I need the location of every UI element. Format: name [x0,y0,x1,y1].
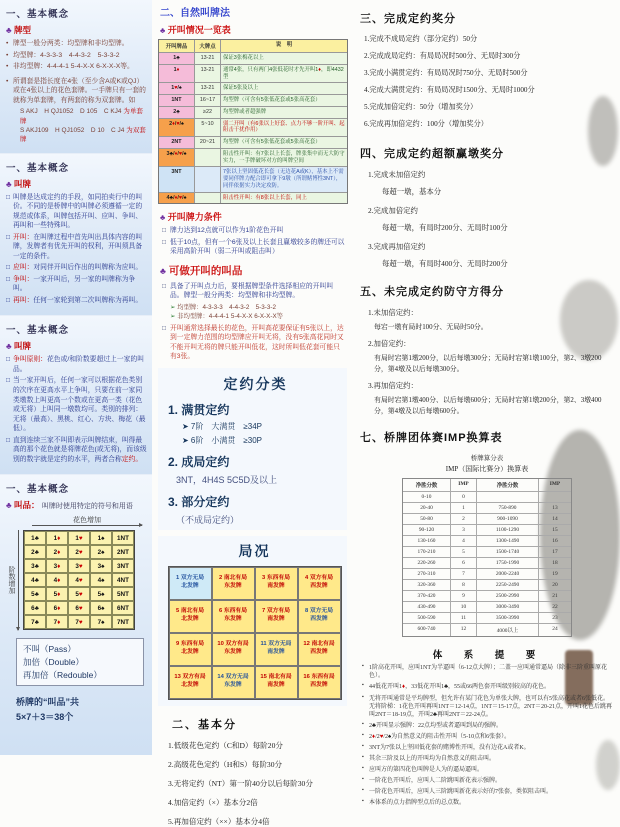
overtrick-item: 1.完成未加倍定约 每超一墩，基本分 [368,170,442,196]
imp-row: 170-210 5 1500-1740 17 [403,546,571,557]
axis-label-levels: 阶数增加 [8,566,15,595]
vulnerability-slide [158,536,347,706]
bullet: • 非均型牌：4-4-4-1 5-4-X-X 6-X-X-X等。 [6,63,134,71]
slide-call-ladder [0,475,152,755]
penalty-item: 1.未加倍定约： 每宕一墩有局时100分、无局时50分。 [368,308,488,331]
bid-cell: 1♣ [24,531,46,545]
slam-line: ➤ 7阶 大满贯 ≥34P [182,421,262,431]
table-row [159,94,347,106]
imp-row: 130-160 4 1300-1490 16 [403,535,571,546]
section-heading: 四、完成定约超额赢墩奖分 [360,148,504,160]
total-calls-note: 桥牌的“叫品”共 5×7＋3＝38个 [16,697,80,722]
bid-cell: 6NT [112,601,134,615]
table-row [159,64,347,83]
bullet: □ 当一家开叫后，任何一家可以根据花色类别的次序在更高水平上争叫，只要在前一家同类墩数上叫更高一个数或在更高一类（花色或无将）上叫同一墩数均可。类别的排列：无将（最高）、黑桃、红心、方块、梅花（最低）。 [6,377,146,433]
bid-cell: 1NT [159,95,195,106]
vulnerability-cell: 1 双方无局 北发牌 [169,567,212,600]
bid-cell: 7NT [112,615,134,629]
summary-bullet: ▪ 无将开叫通常是平均牌型，但允许有某门花色为单张大牌，也可以有5张高花或者6张低花。无将阶梯：1花色开叫再叫1NT＝12-14点，1NT＝15-17点，2NT＝20-21点，开叫1花色后跳再叫2NT＝18-19点，开叫2♣再叫2NT＝22-24点。 [362,694,612,718]
points-cell [195,167,221,191]
vulnerability-cell: 5 南北有局 北发牌 [169,600,212,633]
bid-cell: 1NT [112,531,134,545]
bullet: □ 开叫：在叫牌过程中首先叫出具体内容的叫牌，发牌者有优先开叫的权利，开叫须具备一定的条件。 [6,233,143,260]
game-line: 3NT，4H4S 5C5D及以上 [176,474,278,485]
points-cell: 13-21 [195,53,221,64]
bid-cell: 5♥ [68,587,90,601]
bid-cell: 6♠ [90,601,112,615]
system-summary-list [360,664,614,807]
bid-cell: 7♣ [24,615,46,629]
points-cell: 5~10 [195,119,221,137]
bid-cell: 1♣ [159,53,195,64]
bullet: □ 牌力达到12点就可以作为1阶花色开叫 [162,227,284,235]
section-title: 一、基本概念 [6,162,70,174]
opening-bids-table [158,39,348,204]
table-body [159,52,347,203]
overtrick-item: 3.完成再加倍定约 每超一墩，有局时400分、无局时200分 [368,242,508,268]
call-option: 加倍（Double） [23,656,84,667]
description-cell: 均型牌（可含有5张低花套或5张高花套） [223,97,321,103]
description-cell: 均型牌或者超强牌 [223,108,267,115]
game-contracts-heading: 2. 成局定约 [168,454,230,469]
bid-cell: 1♥/♠ [159,83,195,94]
left-column [0,0,152,800]
score-line: 2.完成成局定约：有局局况时500分、无局时300分 [364,52,521,60]
section-heading: 三、完成定约奖分 [360,13,456,25]
description-cell: 均型牌（可含有5张低花套或5张高花套） [223,139,321,145]
table-row [159,118,347,137]
imp-table-title: IMP（国际比赛分）换算表 [445,465,529,474]
slam-contracts-heading: 1. 满贯定约 [168,402,230,417]
slide-overcall-rules [0,316,152,475]
table-row [159,166,347,191]
example-hand: S AKJ H QJ1052 D 105 C KJ4 为单套牌 [20,108,143,125]
summary-bullet: ▪ 2♣开叫显示强牌：22点均型或者逼叫到局的强牌。 [362,721,502,729]
system-summary-heading: 体 系 提 要 [432,650,542,662]
bid-cell: 7♠ [90,615,112,629]
bullet: • 所谓套是指长度在4张（至少含A或K或QJ）或在4张以上的花色套牌。一手牌只有一套的就称为单套牌，有两套的称为双套牌。如 [6,77,146,104]
vulnerability-cell: 16 东西有局 西发牌 [298,666,341,699]
summary-bullet: ▪ 其余三阶及以上的开叫均为自然意义的阻击叫。 [362,755,496,763]
club-icon: ♣ [6,178,12,189]
bid-ladder [6,515,147,630]
bid-cell: 2♣ [24,545,46,559]
bid-cell: 1♠ [90,531,112,545]
points-cell: ≥22 [195,107,221,118]
section-heading: 七、桥牌团体赛IMP换算表 [360,432,503,445]
vulnerability-table [168,566,342,700]
bullet: □ 争叫原则：花色或/和阶数要超过上一家的叫品。 [6,356,145,373]
bid-cell: 7♦ [46,615,68,629]
points-cell: 13-21 [195,83,221,94]
bid-cell: 2♦ [46,545,68,559]
bid-cell: 2NT [112,545,134,559]
slide-card-types [0,0,152,154]
bid-cell: 2♥ [68,545,90,559]
subsection-heading: ♣ 叫牌 [6,341,31,352]
vulnerability-cell: 8 双方无局 西发牌 [298,600,341,633]
imp-row: 220-260 6 1750-1990 18 [403,557,571,568]
summary-bullet: ▪ 一阶花色开叫后，应叫人三阶跳叫新花表示好的7张套，类似阻击叫。 [362,788,553,796]
penalty-item: 3.再加倍定约： 有局时宕第1墩400分、以后每墩600分；无局时宕第1墩200分，第2、3墩400分，第4墩及以后每墩600分。 [368,381,602,416]
bullet: □ 叫牌是达成定约的手段，如同拍卖行中的叫价。不同的是桥牌中的叫牌必须遵循一定的规范或体系，叫牌包括开叫、应叫、争叫、再叫和一些特殊叫。 [6,193,143,230]
imp-conversion-table [402,478,572,637]
score-line: 3.完成小满贯定约：有局局况时750分、无局时500分 [364,69,528,77]
condition-list [158,226,347,257]
imp-row: 20-40 1 750-890 13 [403,502,571,513]
example-hand: S AKJ109 H QJ1052 D 10 C J4 为双套牌 [20,126,146,144]
table-header-row: 开叫牌品 大牌点 说 明 [159,40,347,52]
axis-label-suits: 花色增加 [73,517,101,525]
bid-grid [23,530,135,630]
bullet: • 牌型一般分两类：均型牌和非均型牌。 [6,40,129,47]
summary-bullet: ▪ 一阶花色开叫后，应叫人二阶跳叫新花表示强牌。 [362,777,502,785]
pass-double-box [16,638,144,686]
bid-cell: 2♦/♥/♠ [159,119,195,137]
bid-cell: 5♣ [24,587,46,601]
points-cell [195,149,221,167]
bid-cell: 3♦ [46,559,68,573]
imp-row: 320-360 8 2250-2490 20 [403,579,571,590]
partial-contracts-heading: 3. 部分定约 [168,494,230,509]
section-heading: ♣ 开叫情况一览表 [160,25,231,35]
level-axis-arrow [18,530,19,630]
vulnerability-cell: 4 双方有局 西发牌 [298,567,341,600]
bid-cell: 7♥ [68,615,90,629]
bullet: ➢ 非均型牌：4-4-4-1 5-4-X-X 6-X-X-X等 [170,313,283,321]
basic-score-list [158,740,347,827]
slide-title: 局况 [238,542,271,559]
suit-axis-arrow [32,525,142,528]
points-cell: 20~21 [195,137,221,148]
imp-row: 90-120 3 1100-1290 15 [403,524,571,535]
section-title: 一、基本概念 [6,9,70,20]
imp-table-caption: 桥牌算分表 [470,455,504,463]
bid-cell: 6♦ [46,601,68,615]
bullet: ➢ 均型牌：4-3-3-3 4-4-3-2 5-3-3-2 [170,303,276,311]
score-line: 4.加倍定约（×）基本分2倍 [168,797,258,807]
vulnerability-cell: 2 南北有局 东发牌 [212,567,255,600]
bid-cell: 6♥ [68,601,90,615]
bullet: □ 具备了开叫点力后，要根据牌型条件选择相应的开叫叫品。牌型一般分两类：均型牌和非均型牌。 [162,282,334,300]
points-cell: 16~17 [195,95,221,106]
contract-classes-slide [158,368,347,530]
table-row [159,106,347,118]
bid-cell: 3NT [112,559,134,573]
club-icon: ♣ [6,341,12,352]
score-line: 2.高级花色定约（H和S）每阶30分 [168,759,283,769]
vulnerability-cell: 3 东西有局 南发牌 [255,567,298,600]
score-line: 4.完成大满贯定约：有局局况时1500分、无局时1000分 [364,86,535,94]
partial-line: （不成局定约） [176,514,240,525]
description-cell: 阻击性开叫：有8张以上长套，同上 [223,194,307,201]
bid-cell: 3♠ [90,559,112,573]
bid-cell: 4NT [112,573,134,587]
summary-bullet: ▪ 44低花开叫1♦，33低花开叫1♣，55或66两色套开叫级别较高的花色。 [362,683,551,691]
imp-row: 600-740 12 4000以上 24 [403,623,571,636]
club-icon: ♣ [160,213,166,223]
imp-table-body [403,491,571,636]
bid-cell: 4♥ [68,573,90,587]
table-row [159,192,347,204]
penalty-item: 2.加倍定约： 有局时宕第1墩200分，以后每墩300分；无局时宕第1墩100分，第2、3墩200分，第4墩及以后每墩300分。 [368,339,602,374]
score-line: 5.再加倍定约（××）基本分4倍 [168,816,270,826]
bid-cell: 5♠ [90,587,112,601]
bid-cell: 5NT [112,587,134,601]
table-row [159,148,347,167]
section-heading: ♣ 开叫牌力条件 [160,212,222,223]
club-icon: ♣ [6,25,12,35]
vulnerability-cell: 9 东西有局 北发牌 [169,633,212,666]
club-icon: ♣ [160,26,166,35]
overtrick-bonus-list [360,169,614,269]
section-heading: 五、未完成定约防守方得分 [360,286,504,298]
club-icon: ♣ [160,265,166,276]
bid-cell: 1♥ [68,531,90,545]
table-row [159,82,347,94]
description-cell: 阻击性开叫：有7张以上长套，牌张集中而无大防守实力，一手牌破坏对方的叫牌空间 [223,150,345,164]
subsection-heading: ♣ 叫品： 叫牌时使用特定的符号和用语 [6,500,133,511]
vulnerability-cell: 6 东西有局 东发牌 [212,600,255,633]
score-line: 3.无将定约（NT）第一阶40分以后每阶30分 [168,778,313,788]
right-column [350,0,620,807]
bullet: □ 开叫通常选择最长的花色，开叫高花要保证有5张以上，达到一定牌力范围的均型牌应开叫无将，没有5张高花同时又不能开叫无将的牌只能开叫低花，这时所叫低花套可能只有3张。 [162,324,344,361]
summary-bullet: ▪ 3NT为7张以上坚固低花套的赌博性开叫，没有边花A或者K。 [362,743,530,751]
bid-cell: 6♣ [24,601,46,615]
vulnerability-cell: 10 双方有局 东发牌 [212,633,255,666]
imp-row: 0-10 0 [403,491,571,502]
score-line: 5.完成加倍定约：50分（增加奖分） [364,103,478,111]
basic-score-heading: 二、基本分 [172,718,237,731]
summary-bullet: ▪ 本体系的点力指牌型点后的总点数。 [362,799,466,807]
description-cell: 7张以上坚固低花长套（无边花A或K），基本上不需要同伴牌力配合即可拿下9墩（所谓赌博性3NT），同伴依据实力决定攻防。 [223,169,344,189]
section-title: 一、基本概念 [6,325,70,337]
bullet: • 均型牌：4-3-3-3 4-4-3-2 5-3-3-2 [6,51,120,59]
description-cell: 保证3张梅花以上 [223,55,264,61]
imp-row: 500-590 11 3500-3990 23 [403,612,571,623]
vulnerability-cell: 14 双方无局 东发牌 [212,666,255,699]
call-option: 不叫（Pass） [23,644,76,655]
contract-bonus-list [360,34,614,129]
score-line: 6.完成再加倍定约：100分（增加奖分） [364,120,488,128]
imp-row: 270-310 7 2000-2240 19 [403,568,571,579]
bullet: □ 争叫：一家开叫后，另一家的叫牌称为争叫。 [6,275,136,293]
bid-cell: 4♣/♦/♥/♠ [159,193,195,204]
score-line: 1.低级花色定约（C和D）每阶20分 [168,740,283,750]
summary-bullet: ▪ 应叫方的第四花色叫牌是人为的逼局逼叫。 [362,766,484,774]
slide-title: 定约分类 [223,375,288,392]
bid-cell: 3NT [159,167,195,191]
middle-column [152,0,350,826]
table-row [159,52,347,64]
bid-cell: 3♣/♦/♥/♠ [159,149,195,167]
bid-cell: 2NT [159,137,195,148]
vulnerability-cell: 7 双方有局 南发牌 [255,600,298,633]
description-cell: 保证5张及以上 [223,85,259,92]
vulnerability-cell: 13 双方有局 北发牌 [169,666,212,699]
bid-cell: 2♣ [159,107,195,118]
subsection-heading: ♣ 牌型 [6,25,31,35]
bid-cell: 3♥ [68,559,90,573]
table-row [159,136,347,148]
imp-table-block [397,453,577,637]
chapter-title: 二、自然叫牌法 [160,8,230,19]
vulnerability-cell: 12 南北有局 西发牌 [298,633,341,666]
vulnerability-cell: 15 南北有局 南发牌 [255,666,298,699]
bullet: □ 直到连续三家不叫即表示叫牌结束，叫得最高的那个花色就是将牌花色(或无将)，而该级别的数字就是定约的水平，两者合称定约。 [6,436,147,463]
overtrick-item: 2.完成加倍定约 每超一墩，有局时200分、无局时100分 [368,206,508,232]
imp-row: 430-490 10 3000-3490 22 [403,601,571,612]
bid-cell: 5♦ [46,587,68,601]
bid-cell: 4♦ [46,573,68,587]
description-cell: 通常4张，只有两门4张低花时才先开叫1♦，即4432型 [223,66,344,80]
summary-bullet: ▪ 2♦/2♥/2♠为自然意义的阻击性开叫（5-10点和6张套）。 [362,732,511,740]
imp-row: 370-420 9 2500-2990 21 [403,590,571,601]
imp-row: 50-80 2 900-1090 14 [403,513,571,524]
points-cell [195,193,221,204]
bid-cell: 4♠ [90,573,112,587]
bid-cell: 1♦ [46,531,68,545]
score-line: 1.完成不成局定约（部分定约）50分 [364,35,478,43]
penalty-list [360,307,614,417]
subsection-heading: ♣ 叫牌 [6,178,31,189]
bullet: □ 再叫：任何一家轮到第二次叫牌称为再叫。 [6,296,143,304]
summary-bullet: ▪ 1阶高花开叫，应叫1NT为半逼叫（6-12点大牌）；二盖一应叫通常逼局（除非三阶重叫原花色）。 [362,664,607,680]
bid-cell: 2♠ [90,545,112,559]
slide-bidding-concepts [0,154,152,317]
slam-line: ➤ 6阶 小满贯 ≥30P [182,435,262,445]
section-heading: ♣ 可做开叫的叫品 [160,264,243,277]
bid-cell: 3♣ [24,559,46,573]
section-title: 一、基本概念 [6,484,70,496]
imp-header-row: 净胜分数 IMP 净胜分数 IMP [403,479,571,491]
bullet: □ 应叫：对同伴开叫后作出的叫牌称为应叫。 [6,264,143,272]
club-icon: ♣ [6,500,12,511]
description-cell: 弱二开叫（有6张以上好套、点力不够一阶开叫、起阻击干扰作用） [223,120,345,134]
vulnerability-cell: 11 双方无局 南发牌 [255,633,298,666]
bid-cell: 4♣ [24,573,46,587]
bid-cell: 1♦ [159,65,195,83]
points-cell: 13-21 [195,65,221,83]
bullet: □ 低于10点，但有一个6张及以上长套且赢墩较多的牌还可以采用高阶开叫（弱二开叫或阻击叫） [162,238,345,256]
call-option: 再加倍（Redouble） [23,669,102,680]
